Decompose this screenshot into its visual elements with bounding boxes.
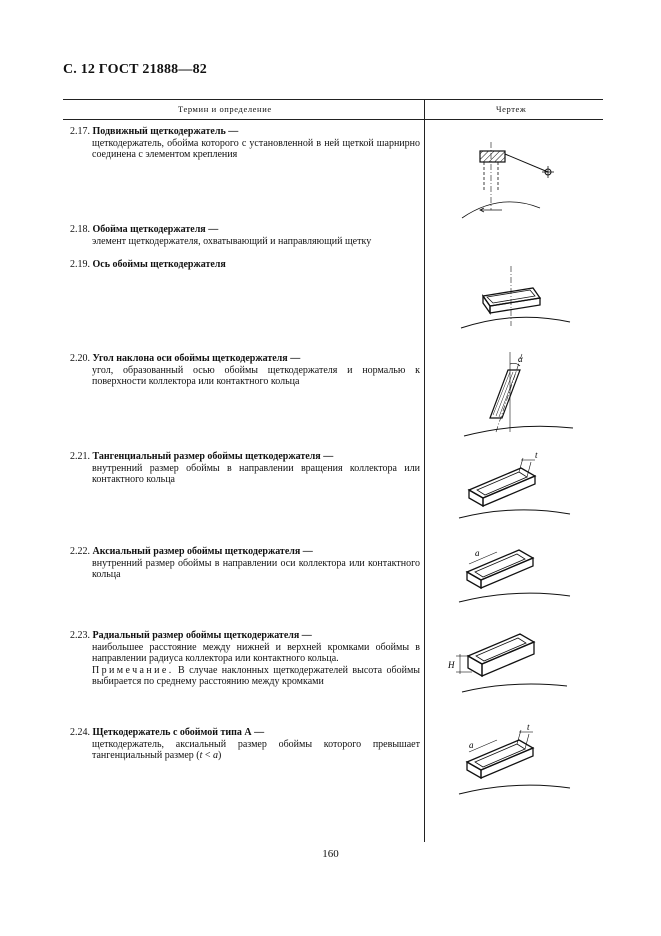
column-header-drawing: Чертеж bbox=[496, 104, 527, 114]
entry-2-18 bbox=[70, 224, 420, 247]
entry-number: 2.20. bbox=[70, 353, 90, 364]
entry-term: Тангенциальный размер обоймы щеткодержателя — bbox=[92, 451, 334, 462]
entry-number: 2.19. bbox=[70, 259, 90, 270]
entry-definition: щеткодержатель, обойма которого с установленной в ней щеткой шарнирно соединена с элементом крепления bbox=[92, 137, 420, 160]
entry-definition bbox=[70, 642, 420, 688]
figure-tangential-size bbox=[455, 448, 575, 528]
entry-definition bbox=[70, 739, 420, 762]
t-label: t bbox=[527, 722, 530, 732]
a-label: a bbox=[475, 548, 480, 558]
entry-number: 2.18. bbox=[70, 224, 90, 235]
definition-part: ) bbox=[218, 750, 222, 761]
angle-label: α bbox=[518, 354, 523, 364]
entry-definition-text: наибольшее расстояние между нижней и верхней кромками обоймы в направлении радиуса коллектора или контактного кольца. bbox=[92, 641, 420, 664]
entry-number: 2.23. bbox=[70, 630, 90, 641]
figure-type-a-holder bbox=[455, 722, 575, 802]
entry-2-19 bbox=[70, 259, 420, 271]
figure-movable-brush-holder bbox=[440, 120, 580, 220]
figure-radial-size bbox=[442, 620, 572, 700]
entry-definition: угол, образованный осью обоймы щеткодержателя и нормалью к поверхности коллектора или контактного кольца bbox=[92, 364, 420, 387]
entry-definition: элемент щеткодержателя, охватывающий и направляющий щетку bbox=[92, 235, 372, 247]
entry-number: 2.22. bbox=[70, 546, 90, 557]
entry-term: Аксиальный размер обоймы щеткодержателя — bbox=[92, 546, 313, 557]
symbol-a: a bbox=[213, 750, 219, 761]
entry-term: Щеткодержатель с обоймой типа А — bbox=[92, 727, 265, 738]
entry-number: 2.24. bbox=[70, 727, 90, 738]
entry-number: 2.17. bbox=[70, 126, 90, 137]
definition-part: щеткодержатель, аксиальный размер обоймы которого превышает тангенциальный размер ( bbox=[92, 738, 420, 761]
page-header: С. 12 ГОСТ 21888—82 bbox=[63, 62, 207, 77]
entry-2-24 bbox=[70, 727, 420, 762]
note-label: Примечание. bbox=[92, 664, 174, 676]
entry-definition: внутренний размер обоймы в направлении вращения коллектора или контактного кольца bbox=[92, 462, 420, 485]
symbol-t: t bbox=[199, 750, 203, 761]
entry-2-23 bbox=[70, 630, 420, 688]
a-label: a bbox=[469, 740, 474, 750]
entry-2-20 bbox=[70, 353, 420, 388]
definition-part: < bbox=[202, 750, 214, 761]
figure-holder-axis bbox=[455, 258, 575, 338]
entry-term: Радиальный размер обоймы щеткодержателя — bbox=[92, 630, 312, 641]
table-top-rule bbox=[63, 99, 603, 100]
figure-axial-size bbox=[455, 540, 575, 610]
table-column-divider bbox=[424, 100, 425, 842]
entry-term: Обойма щеткодержателя — bbox=[92, 224, 219, 235]
t-label: t bbox=[535, 450, 538, 460]
entry-number: 2.21. bbox=[70, 451, 90, 462]
entry-term: Угол наклона оси обоймы щеткодержателя — bbox=[92, 353, 301, 364]
entry-term: Ось обоймы щеткодержателя bbox=[92, 259, 226, 270]
page-number: 160 bbox=[322, 848, 339, 860]
entry-term: Подвижный щеткодержатель — bbox=[92, 126, 239, 137]
entry-2-17 bbox=[70, 126, 420, 161]
entry-2-22 bbox=[70, 546, 420, 581]
entry-definition: внутренний размер обоймы в направлении оси коллектора или контактного кольца bbox=[92, 557, 420, 580]
column-header-term: Термин и определение bbox=[178, 104, 272, 114]
note-text: В случае наклонных щеткодержателей высота обоймы выбирается по среднему расстоянию между кромками bbox=[92, 664, 420, 687]
h-label: H bbox=[448, 660, 455, 670]
entry-2-21 bbox=[70, 451, 420, 486]
figure-inclination-angle bbox=[458, 350, 578, 440]
